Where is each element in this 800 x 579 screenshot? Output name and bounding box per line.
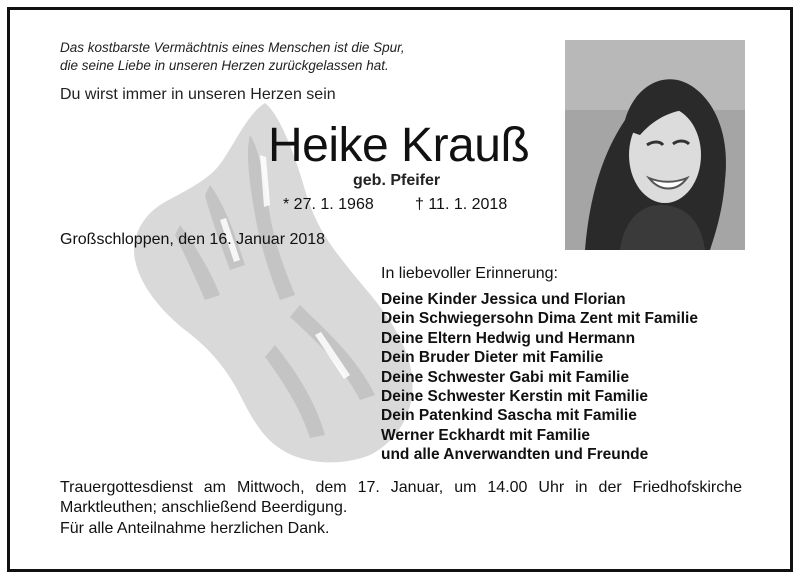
mourner-entry: Deine Eltern Hedwig und Hermann xyxy=(381,329,636,347)
mourner-entry: und alle Anverwandten und Freunde xyxy=(381,446,649,464)
quote-line-1: Das kostbarste Vermächtnis eines Menschen ist die Spur, xyxy=(60,40,405,55)
place-and-date: Großschloppen, den 16. Januar 2018 xyxy=(60,231,326,248)
portrait-illustration xyxy=(565,40,745,250)
remembrance-label: In liebevoller Erinnerung: xyxy=(381,265,558,282)
funeral-service-notice: Trauergottesdienst am Mittwoch, dem 17. Januar, um 14.00 Uhr in der Friedhofskirche Marktleuthen; anschließend Beerdigung. xyxy=(60,479,742,516)
thanks-text: Für alle Anteilnahme herzlichen Dank. xyxy=(60,520,330,537)
death-date: † 11. 1. 2018 xyxy=(415,196,508,213)
intro-text: Du wirst immer in unseren Herzen sein xyxy=(60,86,336,103)
mourner-entry: Dein Schwiegersohn Dima Zent mit Familie xyxy=(381,310,698,328)
mourners-list xyxy=(381,290,698,465)
quote-line-2: die seine Liebe in unseren Herzen zurückgelassen hat. xyxy=(60,58,389,73)
mourner-entry: Deine Kinder Jessica und Florian xyxy=(381,291,626,308)
mourner-entry: Dein Bruder Dieter mit Familie xyxy=(381,349,604,367)
mourner-entry: Werner Eckhardt mit Familie xyxy=(381,426,591,444)
memorial-quote xyxy=(60,39,405,75)
deceased-name: Heike Krauß xyxy=(268,119,530,172)
portrait-photo xyxy=(565,40,745,250)
birth-date: * 27. 1. 1968 xyxy=(283,196,374,213)
mourner-entry: Dein Patenkind Sascha mit Familie xyxy=(381,407,637,425)
mourner-entry: Deine Schwester Kerstin mit Familie xyxy=(381,388,649,406)
mourner-entry: Deine Schwester Gabi mit Familie xyxy=(381,368,630,386)
maiden-name: geb. Pfeifer xyxy=(353,172,441,189)
